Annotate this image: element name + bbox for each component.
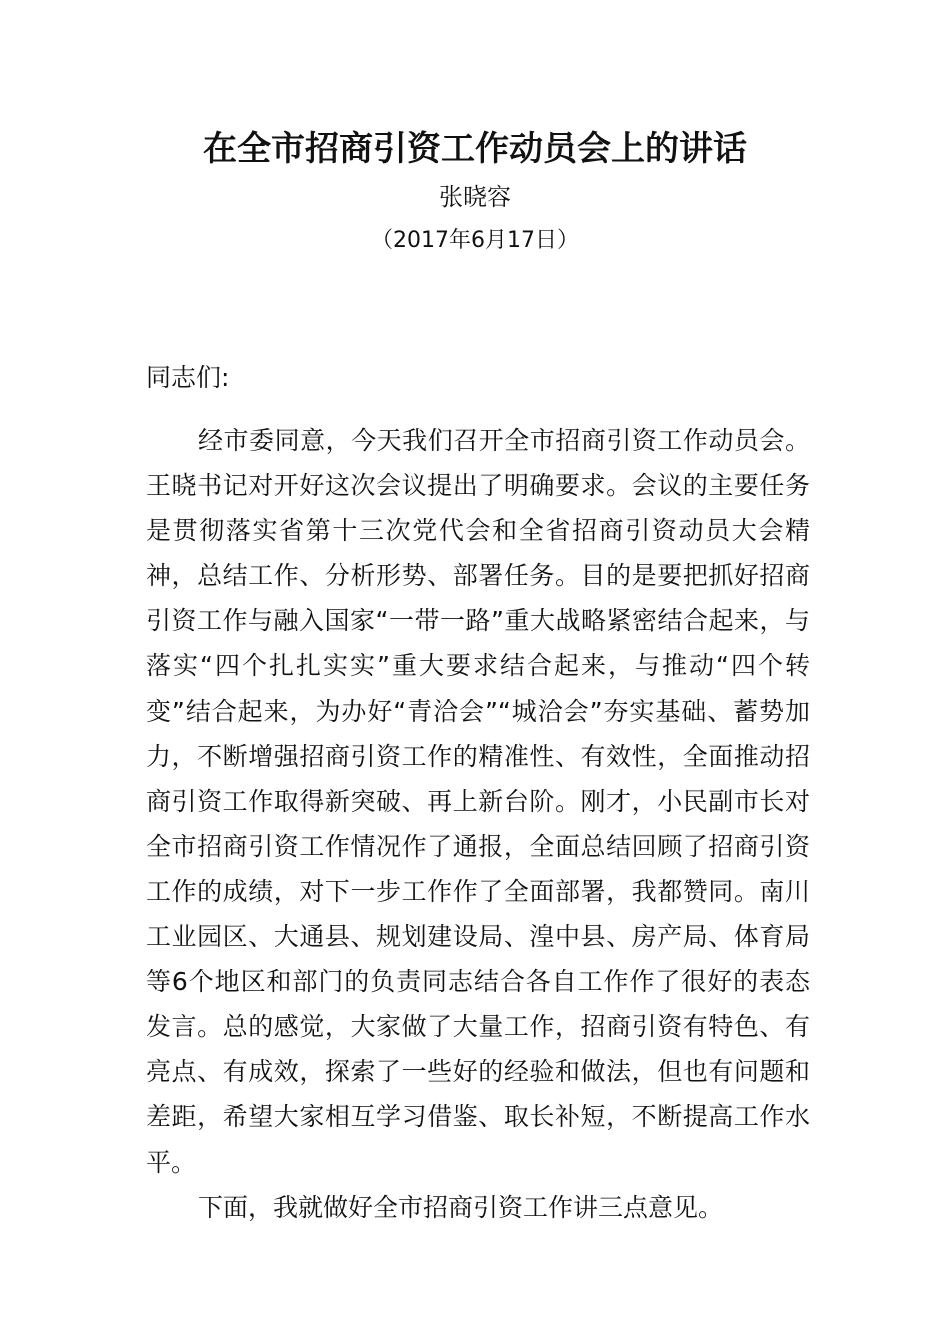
document-author: 张晓容 (439, 183, 511, 211)
document-title: 在全市招商引资工作动员会上的讲话 (203, 129, 747, 169)
document-body (146, 418, 810, 1230)
paragraph-opening: 经市委同意，今天我们召开全市招商引资工作动员会。王晓书记对开好这次会议提出了明确要求。会议的主要任务是贯彻落实省第十三次党代会和全省招商引资动员大会精神，总结工作、分析形势、部署任务。目的是要把抓好招商引资工作与融入国家“一带一路”重大战略紧密结合起来，与落实“四个扎扎实实”重大要求结合起来，与推动“四个转变”结合起来，为办好“青洽会”“城洽会”夯实基础、蓄势加力，不断增强招商引资工作的精准性、有效性，全面推动招商引资工作取得新突破、再上新台阶。刚才，小民副市长对全市招商引资工作情况作了通报，全面总结回顾了招商引资工作的成绩，对下一步工作作了全面部署，我都赞同。南川工业园区、大通县、规划建设局、湟中县、房产局、体育局等6个地区和部门的负责同志结合各自工作作了很好的表态发言。总的感觉，大家做了大量工作，招商引资有特色、有亮点、有成效，探索了一些好的经验和做法，但也有问题和差距，希望大家相互学习借鉴、取长补短，不断提高工作水平。 (146, 426, 810, 1177)
salutation: 同志们: (146, 363, 230, 392)
paragraph-transition: 下面，我就做好全市招商引资工作讲三点意见。 (198, 1192, 724, 1222)
document-date: （2017年6月17日） (371, 228, 579, 253)
